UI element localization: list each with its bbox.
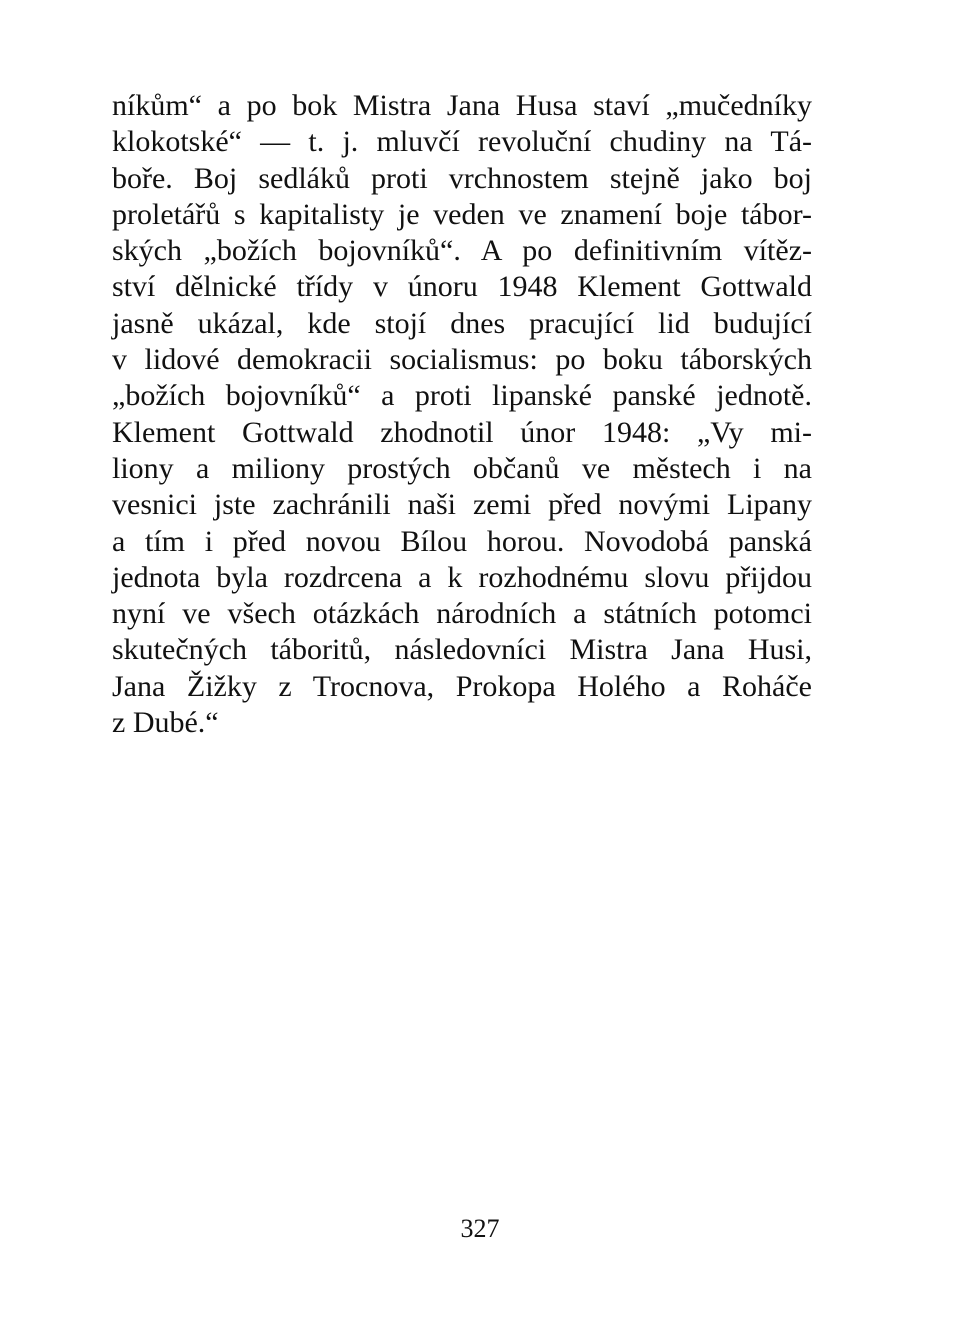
text-line: ských „božích bojovníků“. A po definitivním vítěz-	[112, 234, 812, 268]
text-line: jednota byla rozdrcena a k rozhodnému slovu přijdou	[112, 560, 812, 594]
text-line-last: z Dubé.“	[112, 706, 219, 740]
body-text	[112, 88, 812, 741]
text-line: Klement Gottwald zhodnotil únor 1948: „Vy mi-	[112, 415, 812, 449]
text-line: skutečných táboritů, následovníci Mistra Jana Husi,	[112, 633, 812, 667]
page-number: 327	[460, 1214, 500, 1243]
text-line: níkům“ a po bok Mistra Jana Husa staví „mučedníky	[112, 89, 812, 122]
text-line: v lidové demokracii socialismus: po boku táborských	[112, 343, 812, 377]
text-line: klokotské“ — t. j. mluvčí revoluční chudiny na Tá-	[112, 125, 812, 159]
text-line: a tím i před novou Bílou horou. Novodobá panská	[112, 524, 812, 558]
text-line: Jana Žižky z Trocnova, Prokopa Holého a Roháče	[112, 669, 812, 703]
text-line: ství dělnické třídy v únoru 1948 Klement Gottwald	[112, 270, 812, 304]
text-line: vesnici jste zachránili naši zemi před novými Lipany	[112, 488, 812, 522]
text-line: nyní ve všech otázkách národních a státních potomci	[112, 597, 812, 631]
text-line: boře. Boj sedláků proti vrchnostem stejně jako boj	[112, 161, 812, 195]
text-line: proletářů s kapitalisty je veden ve znamení boje tábor-	[112, 197, 812, 231]
text-line: „božích bojovníků“ a proti lipanské panské jednotě.	[112, 379, 812, 413]
text-line: liony a miliony prostých občanů ve městech i na	[112, 451, 812, 485]
text-line: jasně ukázal, kde stojí dnes pracující lid budující	[112, 306, 812, 340]
